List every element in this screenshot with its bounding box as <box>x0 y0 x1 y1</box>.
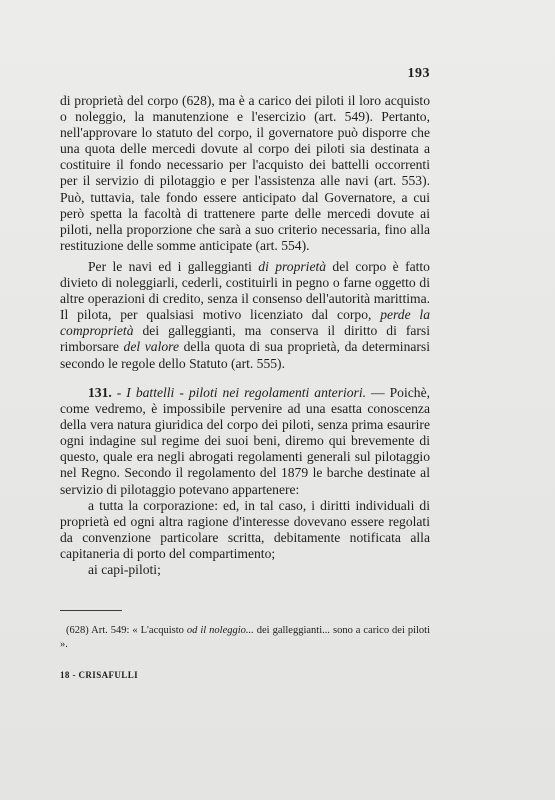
footnote-divider <box>60 610 122 611</box>
section-heading-paragraph <box>60 385 430 498</box>
paragraph-text-part: Per le navi ed i galleggianti <box>88 259 259 274</box>
paragraph-text-part: dei galleggianti, ma conserva il diritto di farsi rimborsare <box>60 323 430 355</box>
section-131 <box>60 385 430 578</box>
footnote-text: dei galleggianti... sono a carico dei piloti ». <box>60 625 431 650</box>
footnote-marker: (628) <box>66 625 89 636</box>
printer-signature: 18 - CRISAFULLI <box>60 670 139 680</box>
paragraph-text-part: della quota di sua proprietà, da determinarsi secondo le regole dello Statuto (art. 555). <box>60 339 431 371</box>
section-text: Poichè, come vedremo, è impossibile pervenire ad una esatta conoscenza della vera natura giuridica del corpo dei piloti, senza prima esaurire ogni indagine sul regime dei suoi beni, diremo qui brevemente di questo, quale era negli abrogati regolamenti generali sul pilotaggio nel Regno. Secondo il regolamento del 1879 le barche destinate al servizio di pilotaggio potevano appartenere: <box>60 385 431 497</box>
paragraph-continuation <box>60 93 430 254</box>
list-item: ai capi-piloti; <box>88 562 161 578</box>
section-title: - I battelli - piloti nei regolamenti anteriori. <box>116 385 367 400</box>
list-item: a tutta la corporazione: ed, in tal caso, i diritti individuali di proprietà ed ogni altra ragione d'interesse dovevano essere regolati da convenzione particolare scritta, debitamente notificata alla capitaneria di porto del compartimento; <box>60 497 430 561</box>
section-dash: — <box>366 385 390 400</box>
footnote-text: Art. 549: « L'acquisto <box>91 625 187 636</box>
italic-phrase: perde la comproprietà <box>60 307 430 339</box>
section-number: 131. <box>88 385 112 400</box>
paragraph-ownership <box>60 259 430 372</box>
italic-phrase: del valore <box>123 339 179 355</box>
footnote-italic: od il noleggio... <box>186 625 254 636</box>
footnote <box>60 624 430 652</box>
italic-phrase: di proprietà <box>258 259 327 274</box>
paragraph-text-part: del corpo è fatto divieto di noleggiarli, cederli, costituirli in pegno o farne oggetto di altre operazioni di credito, senza il consenso dell'autorità marittima. Il pilota, per qualsiasi motivo licenziato dal corpo, <box>60 259 430 323</box>
page-number: 193 <box>407 66 430 81</box>
paragraph-text: di proprietà del corpo (628), ma è a carico dei piloti il loro acquisto o noleggio, la manutenzione e l'esercizio (art. 549). Pertanto, nell'approvare lo statuto del corpo, il governatore può disporre che una quota delle mercedi dovute al corpo dei piloti sia destinata a costituire il fondo necessario per l'acquisto dei battelli occorrenti per il servizio di pilotaggio e per l'assistenza alle navi (art. 553). Può, tuttavia, tale fondo essere anticipato dal Governatore, a cui però spetta la facoltà di trattenere parte delle mercedi dovute ai piloti, nella proporzione che sarà a suo criterio necessaria, fino alla restituzione delle somme anticipate (art. 554). <box>60 93 430 253</box>
